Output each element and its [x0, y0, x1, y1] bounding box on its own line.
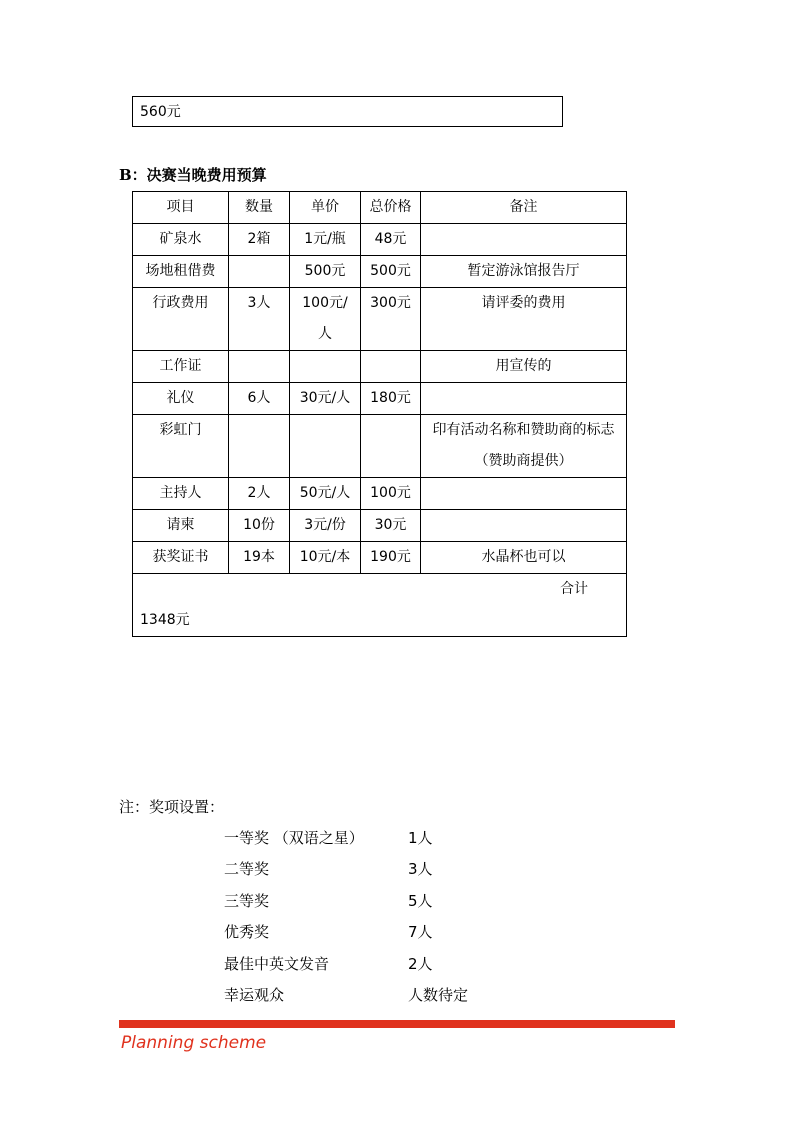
table-cell: 请评委的费用 — [421, 288, 627, 351]
note-title: 注：奖项设置： — [119, 798, 225, 816]
table-cell — [229, 415, 290, 478]
awards-list — [224, 827, 524, 1015]
award-count: 人数待定 — [408, 985, 469, 1004]
award-count: 3人 — [408, 860, 433, 879]
award-name: 二等奖 — [224, 860, 270, 879]
table-cell: 3人 — [229, 288, 290, 351]
table-cell: 印有活动名称和赞助商的标志（赞助商提供） — [421, 415, 627, 478]
award-count: 7人 — [408, 923, 433, 942]
table-cell: 10份 — [229, 510, 290, 542]
table-cell — [421, 478, 627, 510]
table-cell: 2人 — [229, 478, 290, 510]
table-cell — [361, 351, 421, 383]
table-cell — [290, 415, 361, 478]
table-cell — [290, 351, 361, 383]
award-count: 5人 — [408, 891, 433, 910]
table-cell: 用宣传的 — [421, 351, 627, 383]
table-cell: 300元 — [361, 288, 421, 351]
table-header-cell: 备注 — [421, 192, 627, 224]
total-cell — [133, 574, 627, 637]
table-cell: 彩虹门 — [133, 415, 229, 478]
award-name: 优秀奖 — [224, 923, 270, 942]
table-header-cell: 总价格 — [361, 192, 421, 224]
table-cell: 500元 — [361, 256, 421, 288]
table-cell: 180元 — [361, 383, 421, 415]
previous-total-value: 560元 — [140, 104, 181, 120]
table-header-cell: 项目 — [133, 192, 229, 224]
table-cell: 暂定游泳馆报告厅 — [421, 256, 627, 288]
table-header-row — [133, 192, 627, 224]
table-cell: 19本 — [229, 542, 290, 574]
table-cell: 矿泉水 — [133, 224, 229, 256]
table-cell: 水晶杯也可以 — [421, 542, 627, 574]
table-cell: 请柬 — [133, 510, 229, 542]
award-row — [224, 921, 524, 952]
table-cell: 100元 — [361, 478, 421, 510]
table-cell — [421, 510, 627, 542]
table-cell: 主持人 — [133, 478, 229, 510]
table-cell: 50元/人 — [290, 478, 361, 510]
table-cell: 30元 — [361, 510, 421, 542]
table-row — [133, 288, 627, 351]
table-row — [133, 256, 627, 288]
total-label: 合计 — [560, 581, 588, 597]
table-cell: 48元 — [361, 224, 421, 256]
award-count: 2人 — [408, 954, 433, 973]
previous-total-box — [132, 96, 563, 127]
table-cell: 行政费用 — [133, 288, 229, 351]
award-row — [224, 858, 524, 889]
table-cell: 工作证 — [133, 351, 229, 383]
table-row — [133, 415, 627, 478]
table-row — [133, 351, 627, 383]
table-header-cell: 单价 — [290, 192, 361, 224]
award-count: 1人 — [408, 829, 433, 847]
table-cell — [229, 256, 290, 288]
table-cell — [421, 224, 627, 256]
award-row — [224, 953, 524, 984]
table-row — [133, 224, 627, 256]
table-cell: 场地租借费 — [133, 256, 229, 288]
table-cell: 礼仪 — [133, 383, 229, 415]
table-cell: 30元/人 — [290, 383, 361, 415]
award-row — [224, 827, 524, 858]
table-cell — [421, 383, 627, 415]
table-row — [133, 510, 627, 542]
table-cell: 6人 — [229, 383, 290, 415]
table-cell: 10元/本 — [290, 542, 361, 574]
award-row — [224, 890, 524, 921]
table-total-row — [133, 574, 627, 637]
table-cell — [229, 351, 290, 383]
table-cell: 2箱 — [229, 224, 290, 256]
table-cell: 3元/份 — [290, 510, 361, 542]
award-name: 一等奖 （双语之星） — [224, 829, 364, 847]
table-cell: 获奖证书 — [133, 542, 229, 574]
table-cell — [361, 415, 421, 478]
table-row — [133, 542, 627, 574]
table-row — [133, 478, 627, 510]
award-name: 最佳中英文发音 — [224, 954, 330, 973]
table-header-cell: 数量 — [229, 192, 290, 224]
total-value: 1348元 — [140, 612, 190, 628]
award-row — [224, 984, 524, 1015]
award-name: 幸运观众 — [224, 985, 285, 1004]
table-row — [133, 383, 627, 415]
table-cell: 190元 — [361, 542, 421, 574]
footer-text: Planning scheme — [121, 1033, 267, 1053]
table-cell: 100元/人 — [290, 288, 361, 351]
table-cell: 500元 — [290, 256, 361, 288]
table-cell: 1元/瓶 — [290, 224, 361, 256]
budget-table — [132, 191, 627, 637]
section-title: B：决赛当晚费用预算 — [119, 166, 267, 184]
award-name: 三等奖 — [224, 891, 270, 910]
footer-bar — [119, 1020, 675, 1028]
